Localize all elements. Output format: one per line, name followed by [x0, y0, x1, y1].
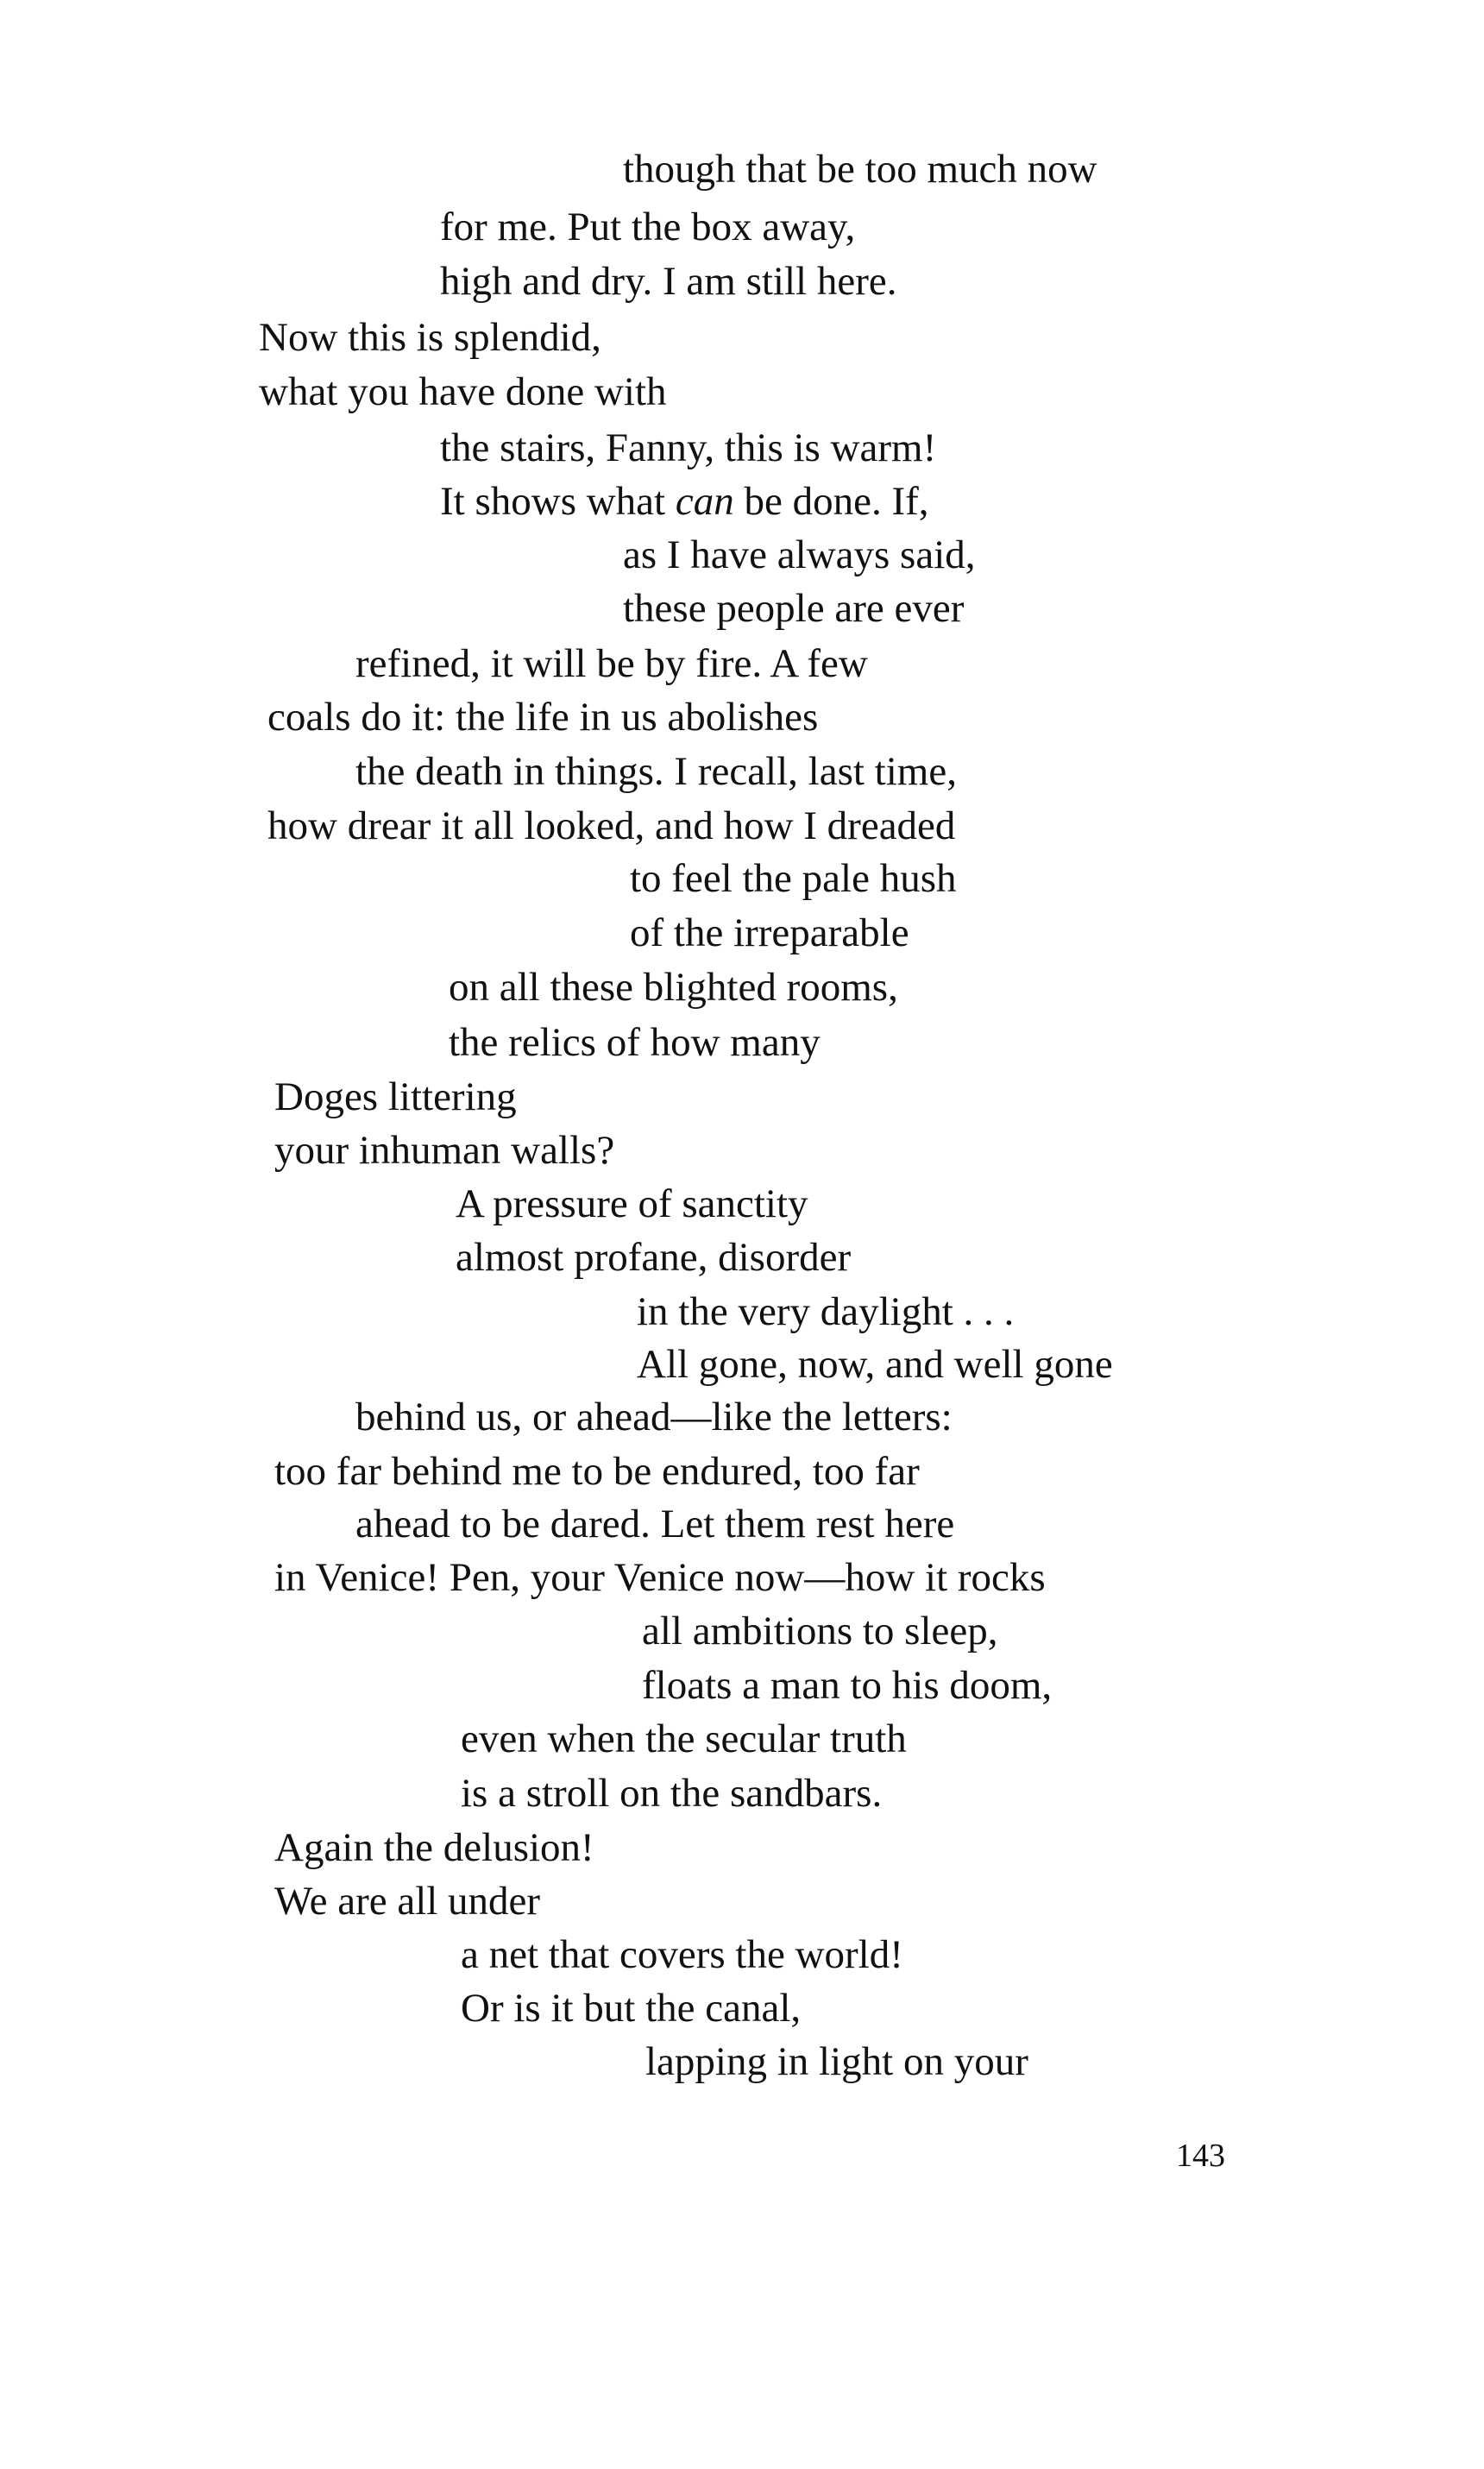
poem-line [440, 477, 929, 526]
poem-line: Now this is splendid, [259, 315, 601, 360]
poem-line-part: It shows what [440, 479, 666, 524]
poem-line: lapping in light on your [645, 2039, 1028, 2084]
poem-line-part: be done. If, [744, 479, 929, 524]
poem-line: is a stroll on the sandbars. [461, 1771, 883, 1816]
emphasized-word: can [675, 479, 734, 524]
poem-line: for me. Put the box away, [440, 205, 856, 249]
poem-line: what you have done with [259, 369, 667, 414]
poem-line: the stairs, Fanny, this is warm! [440, 425, 937, 470]
poem-line: refined, it will be by fire. A few [355, 641, 868, 686]
poem-line: how drear it all looked, and how I dreaded [267, 803, 956, 848]
poem-line: coals do it: the life in us abolishes [267, 695, 819, 740]
poem-line: behind us, or ahead—like the letters: [355, 1395, 953, 1439]
poem-line: all ambitions to sleep, [642, 1609, 998, 1653]
page-number: 143 [1176, 2138, 1225, 2174]
poem-line: though that be too much now [623, 147, 1097, 192]
poem-line: on all these blighted rooms, [449, 965, 898, 1010]
poem-line: of the irreparable [630, 910, 909, 955]
poem-line: Again the delusion! [274, 1825, 594, 1870]
poem-line: Doges littering [274, 1074, 517, 1119]
poem-line: as I have always said, [623, 532, 976, 577]
poem-line: floats a man to his doom, [642, 1663, 1053, 1708]
poem-line: the relics of how many [449, 1020, 821, 1065]
poem-line: even when the secular truth [461, 1716, 907, 1761]
poem-line: to feel the pale hush [630, 856, 957, 901]
poem-line: All gone, now, and well gone [637, 1342, 1113, 1387]
poem-line: in Venice! Pen, your Venice now—how it rocks [274, 1555, 1046, 1600]
poem-line: too far behind me to be endured, too far [274, 1449, 920, 1494]
poem-line: A pressure of sanctity [456, 1181, 808, 1226]
poem-line: We are all under [274, 1879, 541, 1924]
poem-line: in the very daylight . . . [637, 1289, 1015, 1334]
poem-line: Or is it but the canal, [461, 1986, 802, 2031]
poem-line: almost profane, disorder [456, 1235, 852, 1280]
poem-line: ahead to be dared. Let them rest here [355, 1502, 955, 1546]
poem-line: the death in things. I recall, last time, [355, 749, 957, 794]
poem-line: these people are ever [623, 586, 965, 631]
poem-line: a net that covers the world! [461, 1932, 903, 1977]
poem-line: your inhuman walls? [274, 1128, 615, 1173]
poem-line: high and dry. I am still here. [440, 259, 897, 304]
